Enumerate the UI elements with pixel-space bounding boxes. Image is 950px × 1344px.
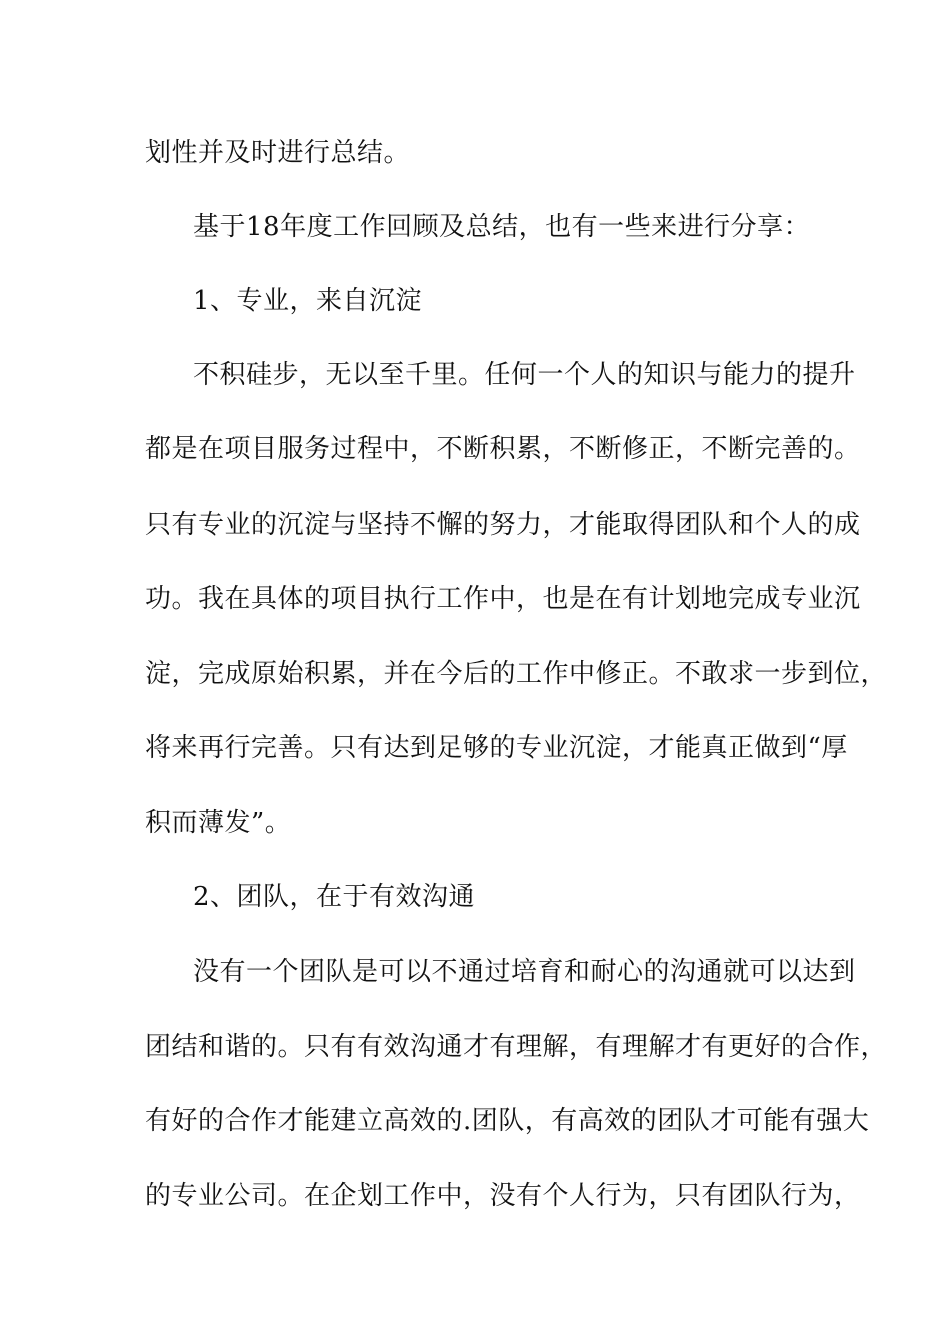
paragraph-line: 的专业公司。在企划工作中，没有个人行为，只有团队行为， bbox=[145, 1181, 861, 1211]
paragraph-line: 积而薄发”。 bbox=[145, 808, 292, 838]
paragraph-line: 基于18年度工作回顾及总结，也有一些来进行分享： bbox=[193, 212, 811, 242]
paragraph-line: 没有一个团队是可以不通过培育和耐心的沟通就可以达到 bbox=[193, 957, 856, 987]
paragraph-line: 只有专业的沉淀与坚持不懈的努力，才能取得团队和个人的成 bbox=[145, 510, 861, 540]
section-heading: 2、团队，在于有效沟通 bbox=[193, 882, 476, 912]
paragraph-line: 团结和谐的。只有有效沟通才有理解，有理解才有更好的合作， bbox=[145, 1032, 888, 1062]
paragraph-line: 有好的合作才能建立高效的.团队，有高效的团队才可能有强大 bbox=[145, 1106, 870, 1136]
section-heading: 1、专业，来自沉淀 bbox=[193, 286, 423, 316]
paragraph-line: 都是在项目服务过程中，不断积累，不断修正，不断完善的。 bbox=[145, 434, 861, 464]
paragraph-line: 不积硅步，无以至千里。任何一个人的知识与能力的提升 bbox=[193, 360, 856, 390]
paragraph-line: 功。我在具体的项目执行工作中，也是在有计划地完成专业沉 bbox=[145, 584, 861, 614]
paragraph-line: 将来再行完善。只有达到足够的专业沉淀，才能真正做到“厚 bbox=[145, 733, 848, 763]
paragraph-line: 划性并及时进行总结。 bbox=[145, 138, 411, 168]
paragraph-line: 淀，完成原始积累，并在今后的工作中修正。不敢求一步到位， bbox=[145, 659, 888, 689]
